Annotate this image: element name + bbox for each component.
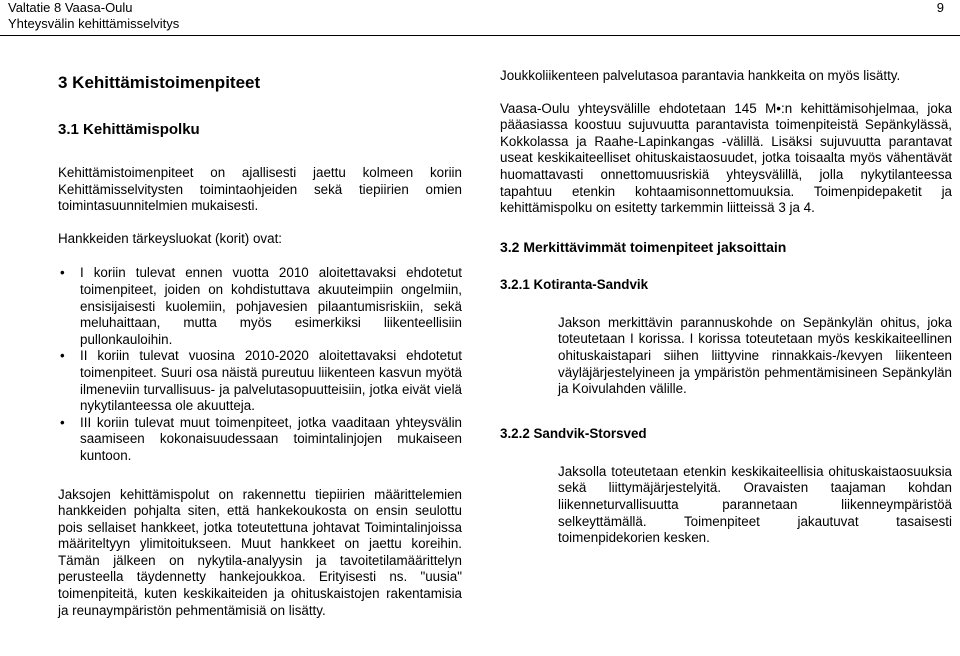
public-transport-paragraph: Joukkoliikenteen palvelutasoa parantavia hankkeita on myös lisätty.	[500, 68, 901, 83]
section-title-3-1: 3.1 Kehittämispolku	[58, 121, 200, 138]
header-divider	[0, 35, 960, 36]
subsection-title-3-2-1: 3.2.1 Kotiranta-Sandvik	[500, 276, 649, 292]
bullet-icon: •	[60, 348, 65, 364]
bullet-icon: •	[60, 265, 65, 281]
subsection-title-3-2-2: 3.2.2 Sandvik-Storsved	[500, 425, 647, 441]
closing-paragraph: Jaksojen kehittämispolut on rakennettu tiepiirien määrittelemien hankkeiden pohjalta siten, että hankekoukosta on ensin seulottu pois sellaiset hankkeet, jotka toteutettuna johtavat Toimintalinjoissa määriteltyyn ylimitoitukseen. Muut hankkeet on jaettu koreihin. Tämän jälkeen on nykytila-analyysin ja tavoitetilamäärittelyn perusteella täydennetty hankejoukkoa. Erityisesti ns. "uusia" toimenpiteitä, kuten keskikaiteiden ja ohituskaistojen rakentamisia ja reunaympäristön pehmentämisiä on lisätty.	[58, 486, 462, 618]
intro-paragraph: Kehittämistoimenpiteet on ajallisesti jaettu kolmeen koriin Kehittämisselvitysten toimintaohjeiden sekä tiepiirien omien toimintasuunnitelmien mukaisesti.	[58, 165, 462, 214]
header-title: Valtatie 8 Vaasa-Oulu	[8, 0, 133, 15]
right-column	[500, 68, 952, 563]
list-item-text: II koriin tulevat vuosina 2010-2020 aloitettavaksi ehdotetut toimenpiteet. Suuri osa näistä pureutuu liikenteen kasvun myötä ilmeneviin turvallisuus- ja palvelutasopuutteisiin, jotka eivät vielä nykytilanteessa ole akuutteja.	[80, 348, 462, 414]
subsection-text-3-2-2: Jaksolla toteutetaan etenkin keskikaiteellisia ohituskaistaosuuksia sekä liittymäjärjestelyitä. Oravaisten taajaman kohdan liikenneturvallisuutta parannetaan liikenneympäristöä selkeyttämällä. Toimenpiteet jakautuvat tasaisesti toimenpidekorien kesken.	[558, 463, 952, 546]
list-item	[58, 415, 462, 465]
list-item-text: I koriin tulevat ennen vuotta 2010 aloitettavaksi ehdotetut toimenpiteet, joiden on kohdistuttava akuuteimpiin ongelmiin, ensisijaisesti kuolemiin, pohjavesien pilaantumisriskiin, sekä meluhaittaan, mutta myös esimerkiksi liikenteellisiin pullonkauloihin.	[80, 265, 462, 347]
running-header	[8, 0, 179, 32]
section-title-3-2: 3.2 Merkittävimmät toimenpiteet jaksoittain	[500, 238, 787, 255]
list-item-text: III koriin tulevat muut toimenpiteet, jotka vaaditaan yhteysvälin saamiseen kokonaisuudessaan toimintalinjojen mukaiseen kuntoon.	[80, 414, 462, 463]
basket-list	[58, 265, 462, 464]
page-number: 9	[936, 0, 944, 15]
program-paragraph: Vaasa-Oulu yhteysvälille ehdotetaan 145 M•:n kehittämisohjelmaa, joka pääasiassa koostuu sujuvuutta parantavista toimenpiteistä Sepänkylässä, Kokkolassa ja Raahe-Lapinkangas -välillä. Lisäksi sujuvuutta parantavat useat keskikaiteelliset ohituskaistaosuudet, jotka toisaalta myös vähentävät huomattavasti onnettomuusriskiä yhteysvälillä, jolla nykytilanteessa tapahtuu etenkin kohtaamisonnettomuuksia. Toimenpidepaketit ja kehittämispolku on esitetty tarkemmin liitteissä 3 ja 4.	[500, 100, 952, 216]
header-subtitle: Yhteysvälin kehittämisselvitys	[8, 16, 180, 31]
list-item	[58, 265, 462, 348]
criteria-intro: Hankkeiden tärkeysluokat (korit) ovat:	[58, 230, 283, 246]
subsection-text-3-2-1: Jakson merkittävin parannuskohde on Sepänkylän ohitus, joka toteutetaan I korissa. I korissa toteutetaan myös keskikaiteellinen ohituskaistapari siihen liittyvine rinnakkais-/kevyen liikenteen väyläjärjestelyineen ja ympäristön pehmentämisineen Sepänkylän ja Koivulahden välille.	[558, 314, 952, 397]
bullet-icon: •	[60, 414, 65, 430]
left-column	[58, 68, 462, 635]
chapter-title: 3 Kehittämistoimenpiteet	[58, 73, 261, 92]
list-item	[58, 348, 462, 414]
